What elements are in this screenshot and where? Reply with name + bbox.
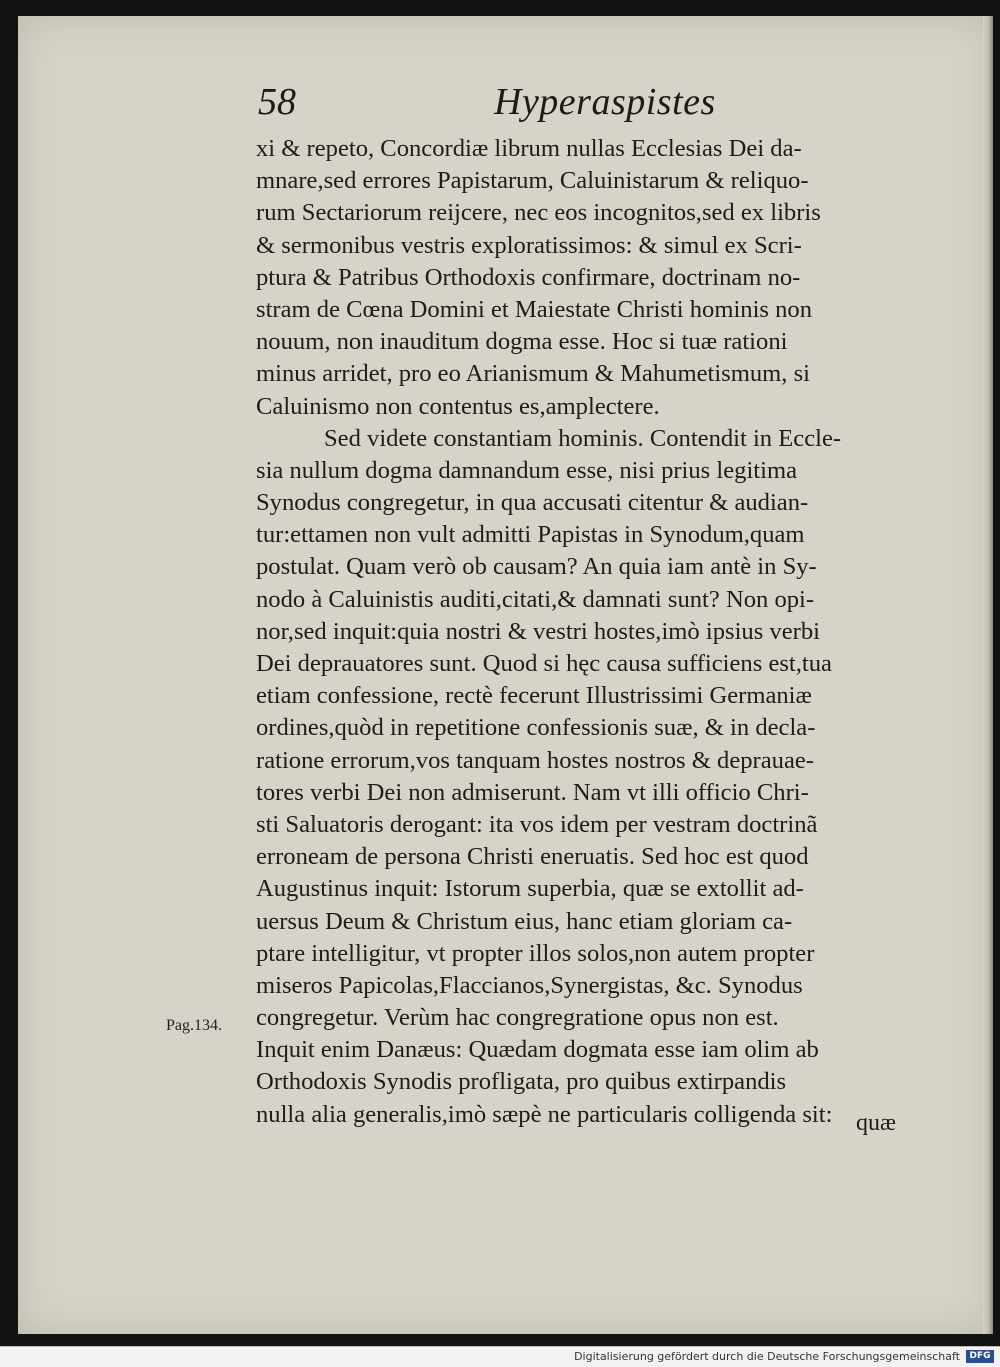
body-text [256,133,928,1131]
text-line: tur:ettamen non vult admitti Papistas in Synodum,quam [256,521,805,549]
text-line: ratione errorum,vos tanquam hostes nostros & deprauae- [256,746,814,774]
text-line: ptura & Patribus Orthodoxis confirmare, doctrinam no- [256,263,801,291]
text-line: nulla alia generalis,imò sæpè ne particularis colligenda sit: [256,1100,833,1128]
footer-bar [0,1346,1000,1367]
text-line: Orthodoxis Synodis profligata, pro quibus extirpandis [256,1068,787,1096]
paragraph-start-line: Sed videte constantiam hominis. Contendit in Eccle- [324,424,842,452]
text-line: sia nullum dogma damnandum esse, nisi prius legitima [256,456,797,484]
footer-credit: Digitalisierung gefördert durch die Deutsche Forschungsgemeinschaft [574,1350,960,1363]
text-line: nodo à Caluinistis auditi,citati,& damnati sunt? Non opi- [256,585,815,613]
running-title: Hyperaspistes [494,81,716,123]
text-line: congregetur. Verùm hac congregratione opus non est. [256,1004,779,1032]
text-line: uersus Deum & Christum eius, hanc etiam gloriam ca- [256,907,793,935]
dfg-logo: DFG [966,1350,994,1363]
text-line: Caluinismo non contentus es,amplectere. [256,392,660,420]
text-line: Synodus congregetur, in qua accusati citentur & audian- [256,489,809,517]
text-line: erroneam de persona Christi eneruatis. Sed hoc est quod [256,843,809,871]
text-line: ptare intelligitur, vt propter illos solos,non autem propter [256,939,815,967]
text-line: postulat. Quam verò ob causam? An quia iam antè in Sy- [256,553,817,581]
text-line: Augustinus inquit: Istorum superbia, quæ se extollit ad- [256,875,804,903]
text-line: & sermonibus vestris exploratissimos: & simul ex Scri- [256,231,802,259]
text-line: Inquit enim Danæus: Quædam dogmata esse iam olim ab [256,1036,819,1064]
text-line: miseros Papicolas,Flaccianos,Synergistas, &c. Synodus [256,971,803,999]
text-line: ordines,quòd in repetitione confessionis suæ, & in decla- [256,714,816,742]
text-line: stram de Cœna Domini et Maiestate Christi hominis non [256,295,813,323]
text-line: nouum, non inauditum dogma esse. Hoc si tuæ rationi [256,328,788,356]
text-line: sti Saluatoris derogant: ita vos idem per vestram doctrinã [256,810,818,838]
page-edge [983,16,993,1334]
page-number: 58 [258,81,296,123]
text-line: tores verbi Dei non admiserunt. Nam vt illi officio Chri- [256,778,809,806]
text-line: mnare,sed errores Papistarum, Caluinistarum & reliquo- [256,167,809,195]
text-line: rum Sectariorum reijcere, nec eos incognitos,sed ex libris [256,199,821,227]
text-line: minus arridet, pro eo Arianismum & Mahumetismum, si [256,360,810,388]
text-line: xi & repeto, Concordiæ librum nullas Ecclesias Dei da- [256,135,802,162]
text-line: Dei deprauatores sunt. Quod si hęc causa sufficiens est,tua [256,650,832,677]
margin-note: Pag.134. [166,1017,222,1034]
text-line: etiam confessione, rectè fecerunt Illustrissimi Germaniæ [256,682,812,710]
text-line: nor,sed inquit:quia nostri & vestri hostes,imò ipsius verbi [256,617,820,645]
page-header [258,80,718,136]
catchword: quæ [856,1110,897,1136]
